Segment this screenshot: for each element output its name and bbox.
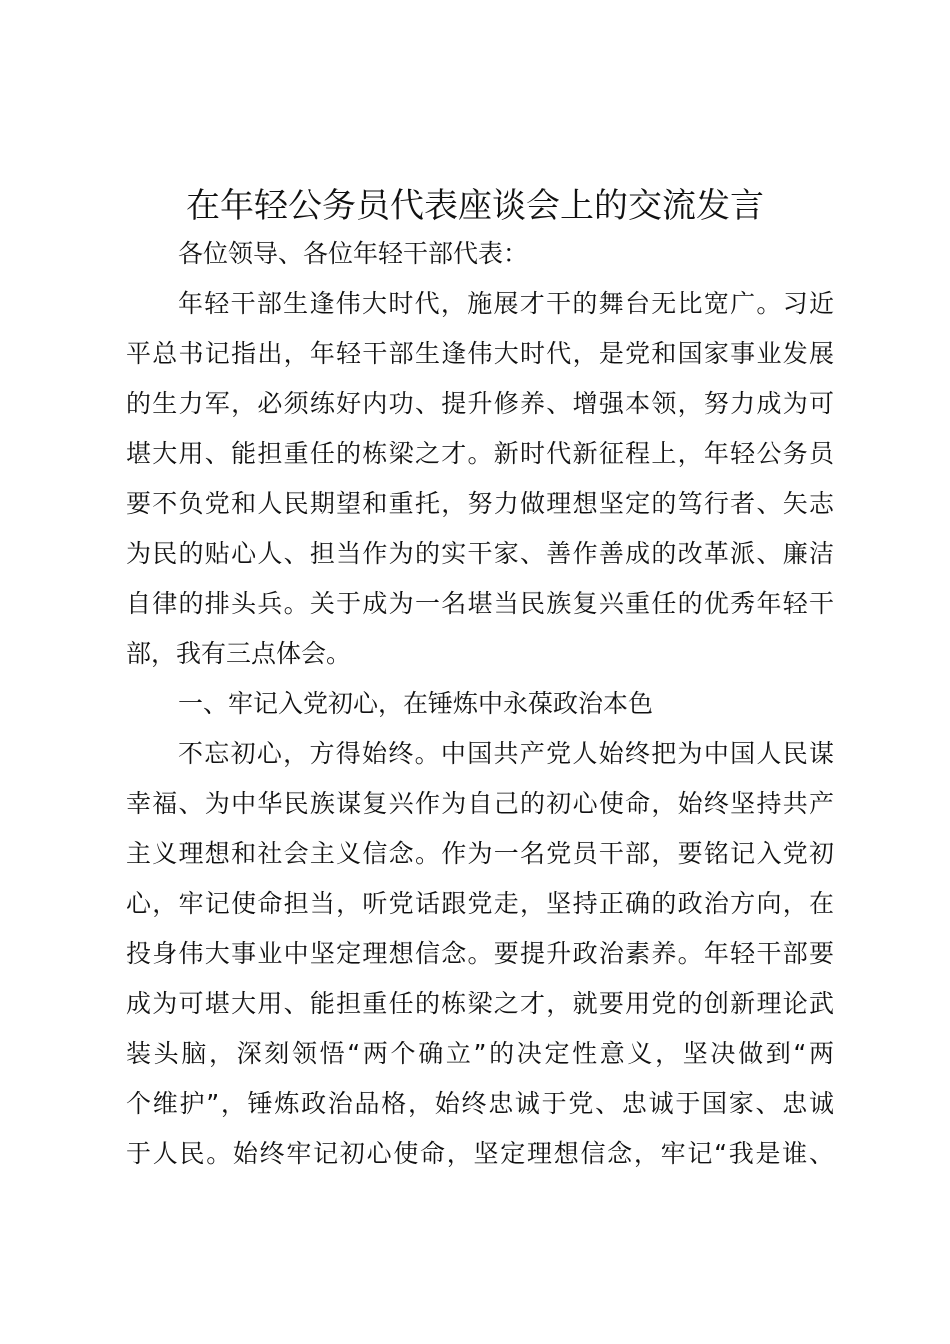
salutation: 各位领导、各位年轻干部代表： bbox=[178, 239, 529, 268]
paragraph-line: 的生力军，必须练好内功、提升修养、增强本领，努力成为可 bbox=[126, 389, 834, 418]
paragraph-line: 装头脑，深刻领悟“两个确立”的决定性意义，坚决做到“两 bbox=[126, 1039, 834, 1068]
paragraph-line: 部，我有三点体会。 bbox=[126, 639, 352, 668]
paragraph-line: 主义理想和社会主义信念。作为一名党员干部，要铭记入党初 bbox=[126, 839, 834, 868]
paragraph-line: 堪大用、能担重任的栋梁之才。新时代新征程上，年轻公务员 bbox=[126, 439, 834, 468]
paragraph-line: 年轻干部生逢伟大时代，施展才干的舞台无比宽广。习近 bbox=[178, 289, 834, 318]
paragraph-line: 不忘初心，方得始终。中国共产党人始终把为中国人民谋 bbox=[178, 739, 834, 768]
paragraph-line: 要不负党和人民期望和重托，努力做理想坚定的笃行者、矢志 bbox=[126, 489, 834, 518]
section-heading: 一、牢记入党初心，在锤炼中永葆政治本色 bbox=[178, 689, 654, 718]
document-title: 在年轻公务员代表座谈会上的交流发言 bbox=[186, 186, 764, 226]
paragraph-line: 投身伟大事业中坚定理想信念。要提升政治素养。年轻干部要 bbox=[126, 939, 834, 968]
paragraph-line: 平总书记指出，年轻干部生逢伟大时代，是党和国家事业发展 bbox=[126, 339, 834, 368]
paragraph-line: 于人民。始终牢记初心使命，坚定理想信念，牢记“我是谁、 bbox=[126, 1139, 834, 1168]
paragraph-line: 心，牢记使命担当，听党话跟党走，坚持正确的政治方向，在 bbox=[126, 889, 834, 918]
paragraph-line: 为民的贴心人、担当作为的实干家、善作善成的改革派、廉洁 bbox=[126, 539, 834, 568]
paragraph-line: 个维护”，锤炼政治品格，始终忠诚于党、忠诚于国家、忠诚 bbox=[126, 1089, 834, 1118]
document-body bbox=[126, 229, 834, 1179]
paragraph-line: 幸福、为中华民族谋复兴作为自己的初心使命，始终坚持共产 bbox=[126, 789, 834, 818]
paragraph-line: 自律的排头兵。关于成为一名堪当民族复兴重任的优秀年轻干 bbox=[126, 589, 834, 618]
paragraph-line: 成为可堪大用、能担重任的栋梁之才，就要用党的创新理论武 bbox=[126, 989, 834, 1018]
